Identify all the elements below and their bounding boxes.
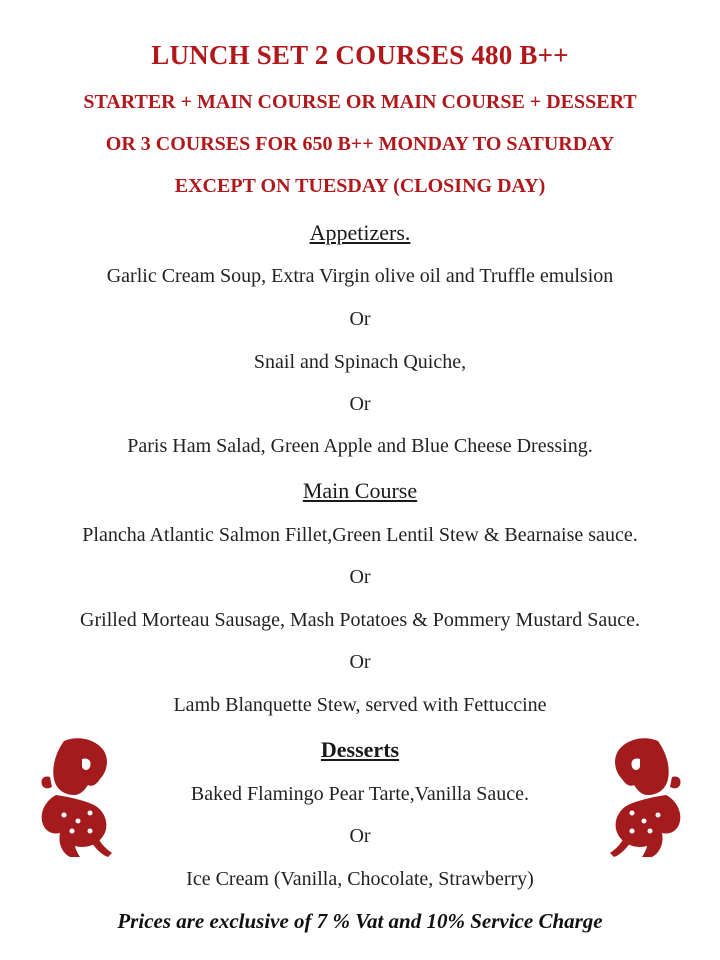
closing-day-line: EXCEPT ON TUESDAY (CLOSING DAY) (174, 175, 546, 197)
price-note: Prices are exclusive of 7 % Vat and 10% Service Charge (117, 909, 603, 933)
main-course-heading: Main Course (302, 478, 418, 503)
appetizers-heading: Appetizers. (309, 220, 411, 245)
main-course-item: Lamb Blanquette Stew, served with Fettuccine (173, 694, 547, 716)
dessert-item: Ice Cream (Vanilla, Chocolate, Strawberry) (186, 868, 534, 890)
desserts-heading: Desserts (320, 737, 400, 762)
or-separator: Or (349, 566, 371, 588)
three-course-line: OR 3 COURSES FOR 650 B++ MONDAY TO SATURDAY (105, 133, 615, 155)
set-option-line: STARTER + MAIN COURSE OR MAIN COURSE + DESSERT (83, 91, 637, 113)
chef-caricature-icon (606, 735, 688, 861)
or-separator: Or (349, 651, 371, 673)
appetizer-item: Snail and Spinach Quiche, (253, 351, 467, 373)
dessert-item: Baked Flamingo Pear Tarte,Vanilla Sauce. (190, 783, 530, 805)
or-separator: Or (349, 393, 371, 415)
appetizer-item: Paris Ham Salad, Green Apple and Blue Cheese Dressing. (127, 435, 593, 457)
main-course-item: Grilled Morteau Sausage, Mash Potatoes & Pommery Mustard Sauce. (80, 609, 640, 631)
main-course-item: Plancha Atlantic Salmon Fillet,Green Lentil Stew & Bearnaise sauce. (82, 524, 638, 546)
appetizer-item: Garlic Cream Soup, Extra Virgin olive oil and Truffle emulsion (106, 265, 614, 287)
or-separator: Or (349, 825, 371, 847)
chef-caricature-icon (34, 735, 116, 861)
or-separator: Or (349, 308, 371, 330)
menu-title: LUNCH SET 2 COURSES 480 B++ (151, 40, 569, 70)
